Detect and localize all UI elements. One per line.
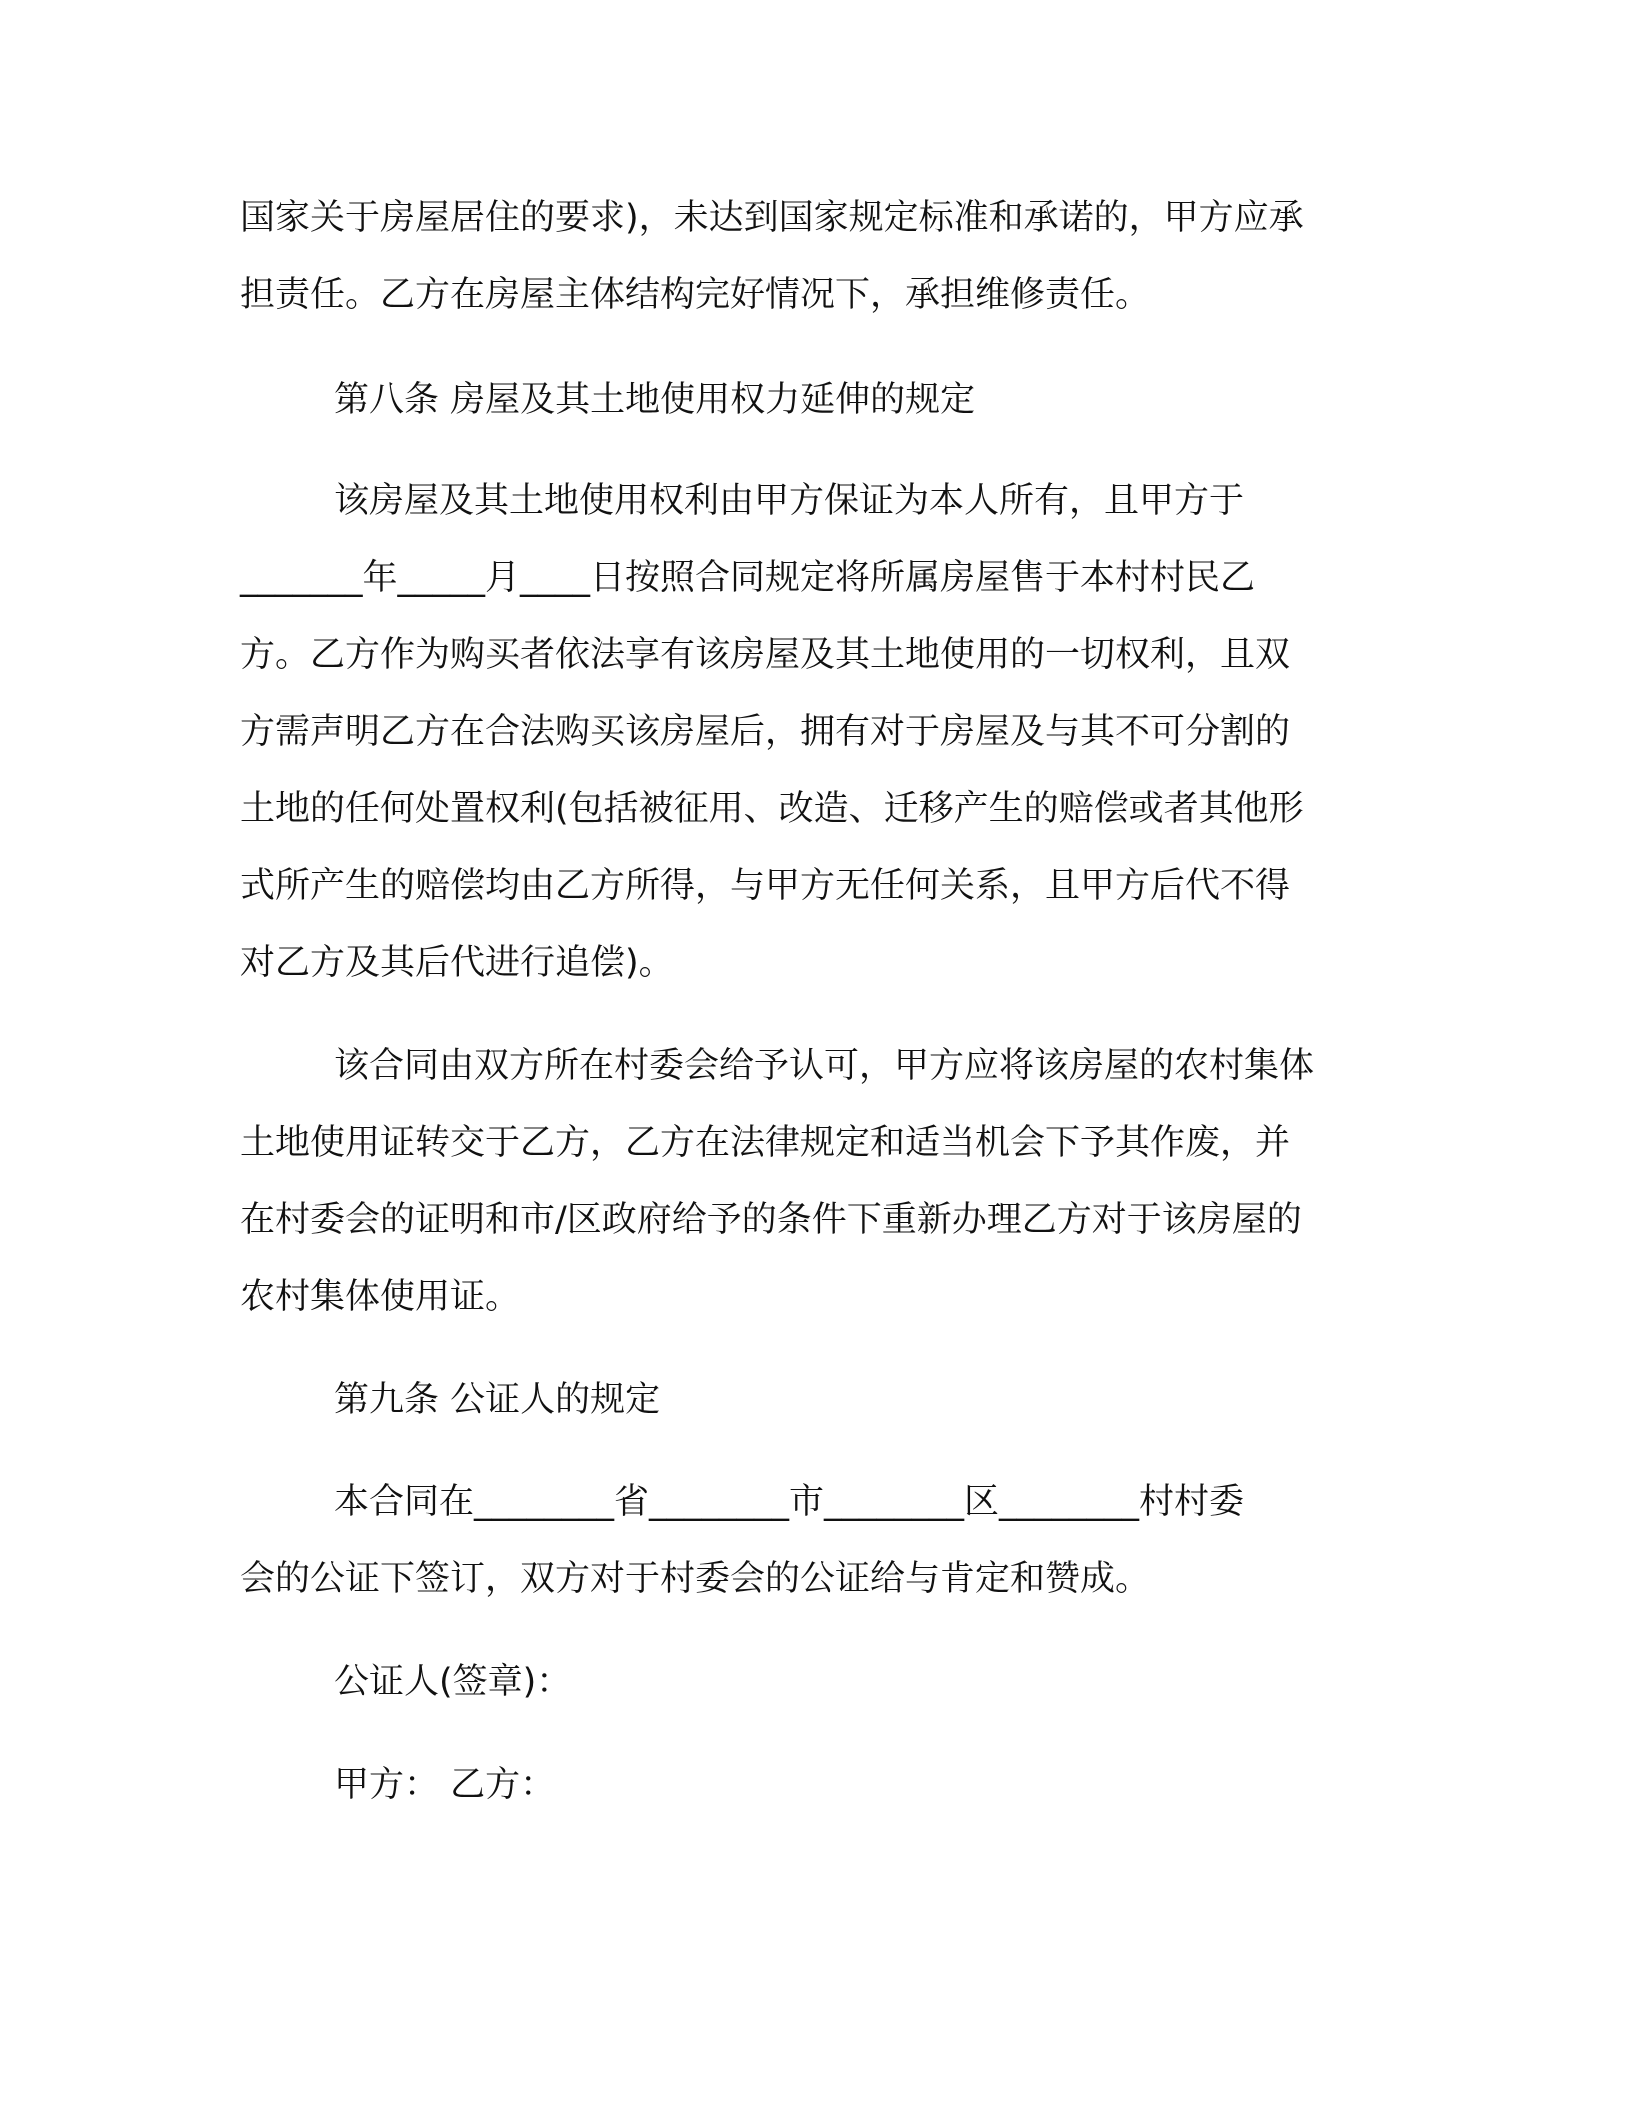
party-signature-line: 甲方： 乙方： [334, 1765, 556, 1805]
text-line: 方。乙方作为购买者依法享有该房屋及其土地使用的一切权利，且双 [240, 635, 1291, 675]
text-line: 式所产生的赔偿均由乙方所得，与甲方无任何关系，且甲方后代不得 [240, 866, 1291, 906]
text-line: 对乙方及其后代进行追偿)。 [240, 943, 674, 983]
article-heading: 第九条 公证人的规定 [334, 1380, 661, 1420]
text-line: 在村委会的证明和市/区政府给予的条件下重新办理乙方对于该房屋的 [240, 1200, 1302, 1240]
article-heading: 第八条 房屋及其土地使用权力延伸的规定 [334, 380, 976, 420]
notary-signature-line: 公证人(签章)： [334, 1662, 572, 1702]
text-line: 该合同由双方所在村委会给予认可，甲方应将该房屋的农村集体 [334, 1046, 1315, 1086]
text-line: 方需声明乙方在合法购买该房屋后，拥有对于房屋及与其不可分割的 [240, 712, 1291, 752]
text-line: 担责任。乙方在房屋主体结构完好情况下，承担维修责任。 [240, 275, 1151, 315]
text-line: 本合同在________省________市________区________村村委 [334, 1482, 1245, 1522]
text-line: _______年_____月____日按照合同规定将所属房屋售于本村村民乙 [240, 558, 1256, 598]
text-line: 土地使用证转交于乙方，乙方在法律规定和适当机会下予其作废，并 [240, 1123, 1291, 1163]
text-line: 会的公证下签订，双方对于村委会的公证给与肯定和赞成。 [240, 1559, 1151, 1599]
text-line: 该房屋及其土地使用权利由甲方保证为本人所有，且甲方于 [334, 481, 1245, 521]
text-line: 农村集体使用证。 [240, 1277, 521, 1317]
text-line: 土地的任何处置权利(包括被征用、改造、迁移产生的赔偿或者其他形 [240, 789, 1304, 829]
text-line: 国家关于房屋居住的要求)，未达到国家规定标准和承诺的，甲方应承 [240, 198, 1304, 238]
